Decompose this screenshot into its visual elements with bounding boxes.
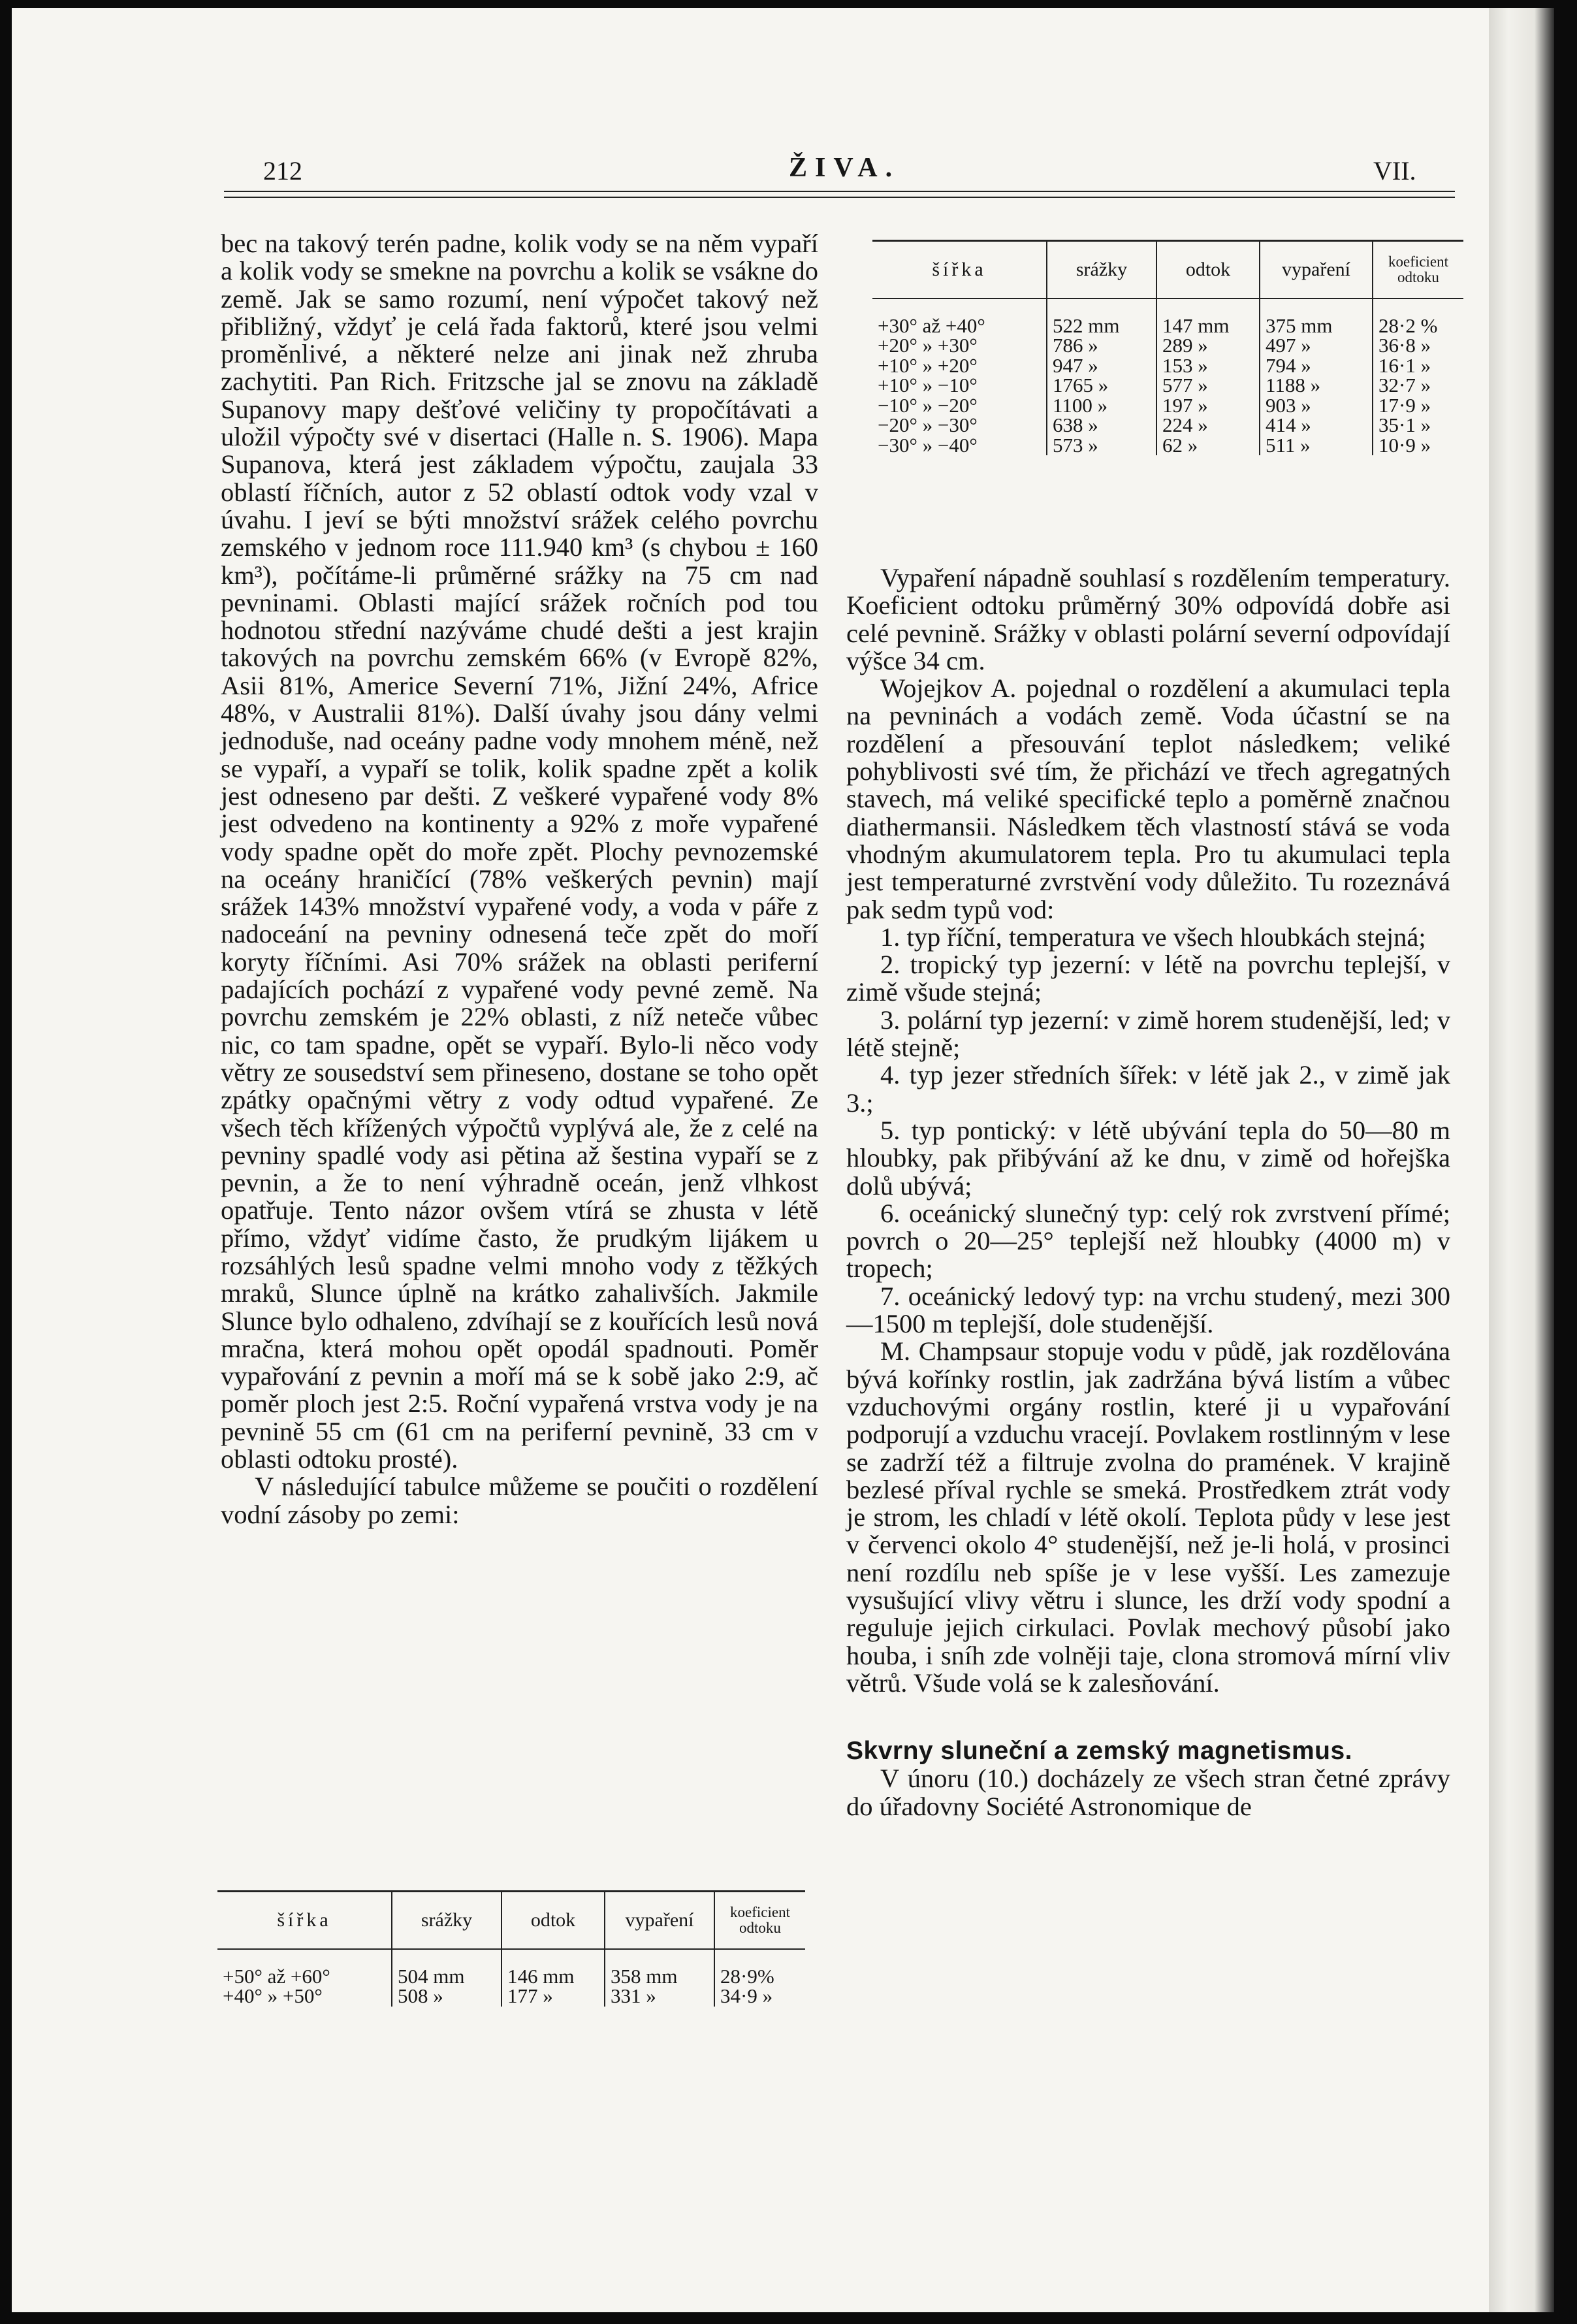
table-row [217, 1986, 805, 2007]
table-right-header-runoff: odtok [1156, 241, 1260, 299]
table-right-cell: 17·9 » [1373, 396, 1463, 416]
table-right-cell: 511 » [1260, 436, 1373, 456]
left-column [221, 230, 818, 1528]
table-right [872, 240, 1463, 455]
table-right-cell: 224 » [1156, 415, 1260, 436]
table-right-cell: 35·1 » [1373, 415, 1463, 436]
table-left-cell: 28·9% [714, 1949, 805, 1987]
list-item: 2. tropický typ jezerní: v létě na povrchu teplejší, v zimě všude stejná; [846, 950, 1450, 1007]
header-rule [224, 191, 1455, 198]
table-right-cell: 10·9 » [1373, 436, 1463, 456]
table-right-cell: 497 » [1260, 336, 1373, 356]
table-right-cell: +10° » +20° [878, 353, 978, 377]
section-heading: Skvrny sluneční a zemský magnetismus. [846, 1737, 1353, 1766]
list-item: 6. oceánický slunečný typ: celý rok zvrstvení přímé; povrch o 20—25° teplejší než hloubky (4000 m) v tropech; [846, 1198, 1450, 1283]
table-right-cell: 1100 » [1047, 396, 1156, 416]
table-left-header-latitude: šířka [277, 1909, 332, 1931]
table-right-cell: 794 » [1260, 356, 1373, 376]
right-paragraph-champsaur: M. Champsaur stopuje vodu v půdě, jak rozdělována bývá kořínky rostlin, jak zadržána bývá listím a vůbec vzduchovými orgány rostlin, které ji u vypařování podporují a vzduchu vracejí. Povlakem rostlinným v lese se zadrží též a filtruje zvolna do pramének. V krajině bezlesé příval rychle se smeká. Prostředkem ztrát vody je strom, les chladí v létě okolí. Teplota půdy v lese jest v červenci okolo 4° studenější, než je-li holá, v prosinci není rozdílu neb spíše je v lese vyšší. Les zamezuje vysušující vlivy větru i slunce, les drží vody spodní a reguluje jejich cirkulaci. Povlak mechový působí jako houba, i sníh zde volněji taje, clona stromová mírní vliv větrů. Všude volá se k zalesňování. [846, 1336, 1450, 1698]
table-row [217, 1949, 805, 1987]
journal-title: ŽIVA. [789, 153, 900, 183]
table-right-cell: +30° až +40° [878, 314, 985, 337]
table-right-cell: 197 » [1156, 396, 1260, 416]
table-right-cell: 62 » [1156, 436, 1260, 456]
list-item: 7. oceánický ledový typ: na vrchu studený, mezi 300—1500 m teplejší, dole studenější. [846, 1281, 1450, 1339]
table-right-cell: −20° » −30° [878, 413, 978, 436]
table-left-header-precipitation: srážky [392, 1892, 502, 1949]
table-row [872, 415, 1463, 436]
table-right-cell: 16·1 » [1373, 356, 1463, 376]
table-right-cell: −30° » −40° [878, 433, 978, 457]
table-left-cell: +40° » +50° [223, 1984, 323, 2007]
table-right-cell: 577 » [1156, 376, 1260, 396]
table-row [872, 356, 1463, 376]
table-left-header-runoff: odtok [502, 1892, 605, 1949]
section-paragraph: V únoru (10.) docházely ze všech stran četné zprávy do úřadovny Société Astronomique de [846, 1764, 1450, 1821]
table-left-cell: 358 mm [605, 1949, 714, 1987]
list-item: 4. typ jezer středních šířek: v létě jak 2., v zimě jak 3.; [846, 1060, 1450, 1118]
table-right-cell: 1765 » [1047, 376, 1156, 396]
table-right-cell: 1188 » [1260, 376, 1373, 396]
page-number: 212 [263, 156, 302, 186]
table-right-header-precipitation: srážky [1047, 241, 1156, 299]
table-right-cell: 147 mm [1156, 299, 1260, 336]
table-right-header-coefficient: koeficient odtoku [1373, 241, 1463, 299]
list-item: 3. polární typ jezerní: v zimě horem studenější, led; v létě stejně; [846, 1005, 1450, 1063]
table-row [872, 299, 1463, 336]
table-right-header-evaporation: vypaření [1260, 241, 1373, 299]
table-row [872, 436, 1463, 456]
right-column [846, 564, 1450, 1820]
left-paragraph-2: V následující tabulce můžeme se poučiti o rozdělení vodní zásoby po zemi: [221, 1472, 818, 1529]
table-left-cell: +50° až +60° [223, 1964, 330, 1988]
table-left-cell: 146 mm [502, 1949, 605, 1987]
table-right-cell: 32·7 » [1373, 376, 1463, 396]
table-right-header-latitude: šířka [932, 258, 987, 280]
table-row [872, 396, 1463, 416]
table-left [217, 1890, 805, 2007]
table-left-header-evaporation: vypaření [605, 1892, 714, 1949]
right-paragraph-2: Wojejkov A. pojednal o rozdělení a akumulaci tepla na pevninách a vodách země. Voda účastní se na rozdělení a přesouvání teplot následkem; veliké pohyblivosti své tím, že přichází ve třech agregatných stavech, má veliké specifické teplo a poměrně značnou diathermansii. Následkem těch vlastností stává se voda vhodným akumulatorem tepla. Pro tu akumulaci tepla jest temperaturné zvrstvění vody důležito. Tu rozeznává pak sedm typů vod: [846, 673, 1450, 924]
page-edge [1489, 8, 1554, 2312]
right-paragraph-1: Vypaření nápadně souhlasí s rozdělením temperatury. Koeficient odtoku průměrný 30% odpovídá dobře asi celé pevnině. Srážky v oblasti polární severní odpovídají výšce 34 cm. [846, 563, 1450, 675]
table-left-header-coefficient: koeficient odtoku [714, 1892, 805, 1949]
table-right-cell: 28·2 % [1373, 299, 1463, 336]
table-right-cell: 522 mm [1047, 299, 1156, 336]
issue-number: VII. [1373, 156, 1416, 186]
table-right-cell: 375 mm [1260, 299, 1373, 336]
table-left-cell: 508 » [392, 1986, 502, 2007]
table-right-cell: 153 » [1156, 356, 1260, 376]
table-right-cell: 573 » [1047, 436, 1156, 456]
table-left-cell: 504 mm [392, 1949, 502, 1987]
table-right-cell: 947 » [1047, 356, 1156, 376]
table-right-cell: 638 » [1047, 415, 1156, 436]
left-paragraph-1: bec na takový terén padne, kolik vody se na něm vypaří a kolik vody se smekne na povrchu a kolik se vsákne do země. Jak se samo rozumí, není výpočet takový než přibližný, vždyť je celá řada faktorů, které jsou velmi proměnlivé, a některé nelze ani jinak než zhruba zachytiti. Pan Rich. Fritzsche jal se znovu na základě Supanovy mapy dešťové veličiny ty propočítávati a uložil výpočty své v disertaci (Halle n. S. 1906). Mapa Supanova, která jest základem výpočtu, zaujala 33 oblastí říčních, autor z 52 oblastí odtok vody vzal v úvahu. I jeví se býti množství srážek celého povrchu zemského v jednom roce 111.940 km³ (s chybou ± 160 km³), počítáme-li průměrné srážky na 75 cm nad pevninami. Oblasti mající srážek ročních pod tou hodnotou střední nazýváme chudé dešti a jest krajin takových na povrchu zemském 66% (v Evropě 82%, Asii 81%, Americe Severní 71%, Jižní 24%, Africe 48%, v Australii 81%). Další úvahy jsou dány velmi jednoduše, nad oceány padne vody mnohem méně, než se vypaří, a vypaří se tolik, kolik spadne zpět a kolik jest odneseno par dešti. Z veškeré vypařené vody 8% jest odvedeno na kontinenty a 92% z moře vypařené vody spadne opět do moře zpět. Plochy pevnozemské na oceány hraničící (78% veškerých pevnin) mají srážek 143% množství vypařené vody, a voda v páře z nadoceání na pevniny odnesená teče zpět do moří koryty říčními. Asi 70% srážek na oblasti periferní padajících pochází z vypařené vody pevné země. Na povrchu zemském je 22% oblasti, z níž neteče vůbec nic, co tam spadne, opět se vypaří. Bylo-li něco vody větry ze sousedství sem přineseno, dostane se toho opět zpátky opačnými větry z vody odtud vypařené. Ze všech těch křížených výpočtů vyplývá ale, že z celé na pevniny spadlé vody asi pětina až šestina vypaří se z pevnin, a že to není výhradně oceán, jenž vlhkost opatřuje. Tento názor ovšem vtírá se zhusta v létě přímo, vždyť vidíme často, že prudkým lijákem u rozsáhlých lesů spadne velmi mnoho vody z těžkých mraků, Slunce úplně na krátko zahalivších. Jakmile Slunce bylo odhaleno, zdvíhají se z kouřících lesů nová mračna, která mohou opět opodál spadnouti. Poměr vypařování z pevnin a moří má se k sobě jako 2:9, ač poměr ploch jest 2:5. Roční vypařená vrstva vody je na pevnině 55 cm (61 cm na periferní pevnině, 33 cm v oblasti odtoku prosté). [221, 229, 818, 1474]
scanned-page [12, 8, 1489, 2312]
table-right-cell: −10° » −20° [878, 393, 978, 417]
table-row [872, 336, 1463, 356]
table-right-cell: 786 » [1047, 336, 1156, 356]
table-left-cell: 331 » [605, 1986, 714, 2007]
table-right-cell: +20° » +30° [878, 334, 978, 357]
table-right-cell: 36·8 » [1373, 336, 1463, 356]
table-right-cell: 289 » [1156, 336, 1260, 356]
table-right-cell: 414 » [1260, 415, 1373, 436]
list-item: 1. typ říční, temperatura ve všech hloubkách stejná; [880, 922, 1426, 952]
table-row [872, 376, 1463, 396]
table-right-cell: 903 » [1260, 396, 1373, 416]
list-item: 5. typ pontický: v létě ubývání tepla do 50—80 m hloubky, pak přibývání až ke dnu, v zimě od hořejška dolů ubývá; [846, 1115, 1450, 1201]
table-left-cell: 177 » [502, 1986, 605, 2007]
table-right-cell: +10° » −10° [878, 374, 978, 396]
table-left-cell: 34·9 » [714, 1986, 805, 2007]
